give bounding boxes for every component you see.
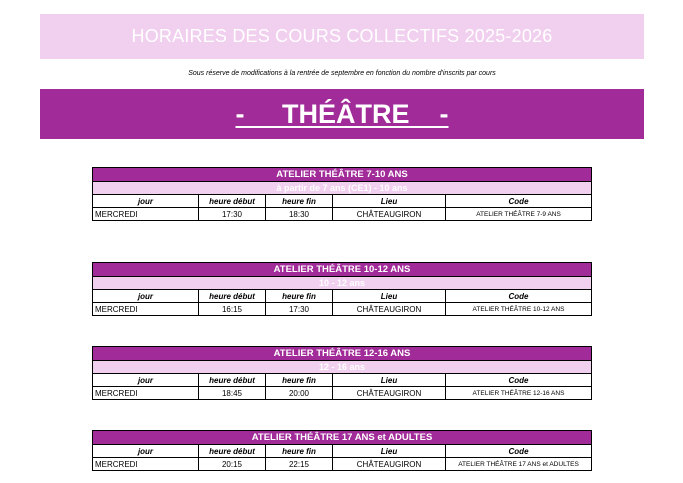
page-title-banner <box>40 14 644 59</box>
column-header-row <box>93 290 592 303</box>
cell-start: 20:15 <box>199 458 266 471</box>
header-start: heure début <box>199 374 266 387</box>
header-start: heure début <box>199 195 266 208</box>
header-start: heure début <box>199 290 266 303</box>
section-banner <box>40 89 644 139</box>
cell-place: CHÂTEAUGIRON <box>333 387 446 400</box>
header-code: Code <box>446 195 592 208</box>
header-code: Code <box>446 290 592 303</box>
course-table <box>92 262 592 316</box>
course-title: ATELIER THÉÂTRE 10-12 ANS <box>93 263 592 277</box>
cell-end: 20:00 <box>266 387 333 400</box>
course-title: ATELIER THÉÂTRE 17 ANS et ADULTES <box>93 431 592 445</box>
header-code: Code <box>446 445 592 458</box>
table-row <box>93 303 592 316</box>
course-table <box>92 430 592 471</box>
course-table <box>92 346 592 400</box>
cell-end: 18:30 <box>266 208 333 221</box>
table-row <box>93 208 592 221</box>
cell-day: MERCREDI <box>93 387 199 400</box>
cell-end: 17:30 <box>266 303 333 316</box>
course-subtitle: à partir de 7 ans (CE1) - 10 ans <box>93 182 592 195</box>
header-place: Lieu <box>333 195 446 208</box>
course-title: ATELIER THÉÂTRE 12-16 ANS <box>93 347 592 361</box>
course-table <box>92 167 592 221</box>
cell-start: 18:45 <box>199 387 266 400</box>
column-header-row <box>93 374 592 387</box>
section-title: - THÉÂTRE - <box>235 98 449 129</box>
table-row <box>93 387 592 400</box>
cell-day: MERCREDI <box>93 458 199 471</box>
column-header-row <box>93 195 592 208</box>
header-place: Lieu <box>333 374 446 387</box>
cell-day: MERCREDI <box>93 303 199 316</box>
column-header-row <box>93 445 592 458</box>
header-end: heure fin <box>266 290 333 303</box>
cell-place: CHÂTEAUGIRON <box>333 458 446 471</box>
page-title: HORAIRES DES COURS COLLECTIFS 2025-2026 <box>131 26 553 46</box>
cell-end: 22:15 <box>266 458 333 471</box>
header-day: jour <box>93 195 199 208</box>
header-day: jour <box>93 290 199 303</box>
header-place: Lieu <box>333 445 446 458</box>
header-code: Code <box>446 374 592 387</box>
cell-place: CHÂTEAUGIRON <box>333 208 446 221</box>
course-subtitle: 12 - 16 ans <box>93 361 592 374</box>
course-subtitle: 10 - 12 ans <box>93 277 592 290</box>
cell-code: ATELIER THÉÂTRE 17 ANS et ADULTES <box>446 458 592 471</box>
cell-start: 16:15 <box>199 303 266 316</box>
cell-start: 17:30 <box>199 208 266 221</box>
cell-code: ATELIER THÉÂTRE 7-9 ANS <box>446 208 592 221</box>
cell-day: MERCREDI <box>93 208 199 221</box>
notice-text: Sous réserve de modifications à la rentrée de septembre en fonction du nombre d'inscrits par cours <box>188 70 496 77</box>
table-row <box>93 458 592 471</box>
header-day: jour <box>93 374 199 387</box>
cell-place: CHÂTEAUGIRON <box>333 303 446 316</box>
header-start: heure début <box>199 445 266 458</box>
cell-code: ATELIER THÉÂTRE 10-12 ANS <box>446 303 592 316</box>
header-place: Lieu <box>333 290 446 303</box>
header-end: heure fin <box>266 195 333 208</box>
header-end: heure fin <box>266 445 333 458</box>
header-end: heure fin <box>266 374 333 387</box>
course-title: ATELIER THÉÂTRE 7-10 ANS <box>93 168 592 182</box>
cell-code: ATELIER THÉÂTRE 12-16 ANS <box>446 387 592 400</box>
header-day: jour <box>93 445 199 458</box>
